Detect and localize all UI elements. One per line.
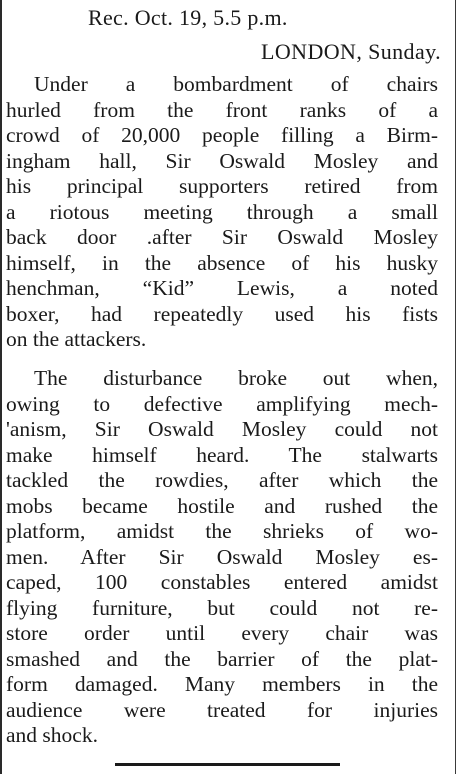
paragraph-2-line: caped, 100 constables entered amidst [6,570,438,594]
end-rule [115,763,340,766]
paragraph-2-line: tackled the rowdies, after which the [6,468,438,492]
paragraph-1-line: his principal supporters retired from [6,174,438,198]
received-dateline: Rec. Oct. 19, 5.5 p.m. [88,5,288,30]
paragraph-2-line: form damaged. Many members in the [6,672,438,696]
paragraph-1-line: Under a bombardment of chairs [34,72,438,96]
paragraph-1-line: back door .after Sir Oswald Mosley [6,225,438,249]
paragraph-1-line: himself, in the absence of his husky [6,250,438,275]
paragraph-1-line: a riotous meeting through a small [6,199,438,224]
paragraph-2-line: and shock. [6,723,98,747]
paragraph-1-line: ingham hall, Sir Oswald Mosley and [6,148,438,173]
paragraph-1-line: boxer, had repeatedly used his fists [6,301,438,326]
paragraph-2-line: flying furniture, but could not re- [6,595,438,620]
paragraph-2-line: store order until every chair was [6,621,438,645]
paragraph-2-line: The disturbance broke out when, [34,366,438,390]
paragraph-2-line: platform, amidst the shrieks of wo- [6,519,438,543]
paragraph-1-line: crowd of 20,000 people filling a Birm- [6,123,438,147]
paragraph-1-line: hurled from the front ranks of a [6,97,438,122]
paragraph-2-line: men. After Sir Oswald Mosley es- [6,544,438,569]
right-column-rule [455,0,456,774]
place-dateline: LONDON, Sunday. [261,39,441,64]
paragraph-1-line: on the attackers. [6,327,147,351]
paragraph-2-line: audience were treated for injuries [6,697,438,722]
left-column-rule [0,0,2,774]
paragraph-2-line: mobs became hostile and rushed the [6,493,438,518]
paragraph-2-line: 'anism, Sir Oswald Mosley could not [6,417,438,441]
paragraph-1-line: henchman, “Kid” Lewis, a noted [6,276,438,300]
paragraph-2-line: smashed and the barrier of the plat- [6,646,438,671]
paragraph-2-line: owing to defective amplifying mech- [6,391,438,416]
paragraph-2-line: make himself heard. The stalwarts [6,442,438,467]
